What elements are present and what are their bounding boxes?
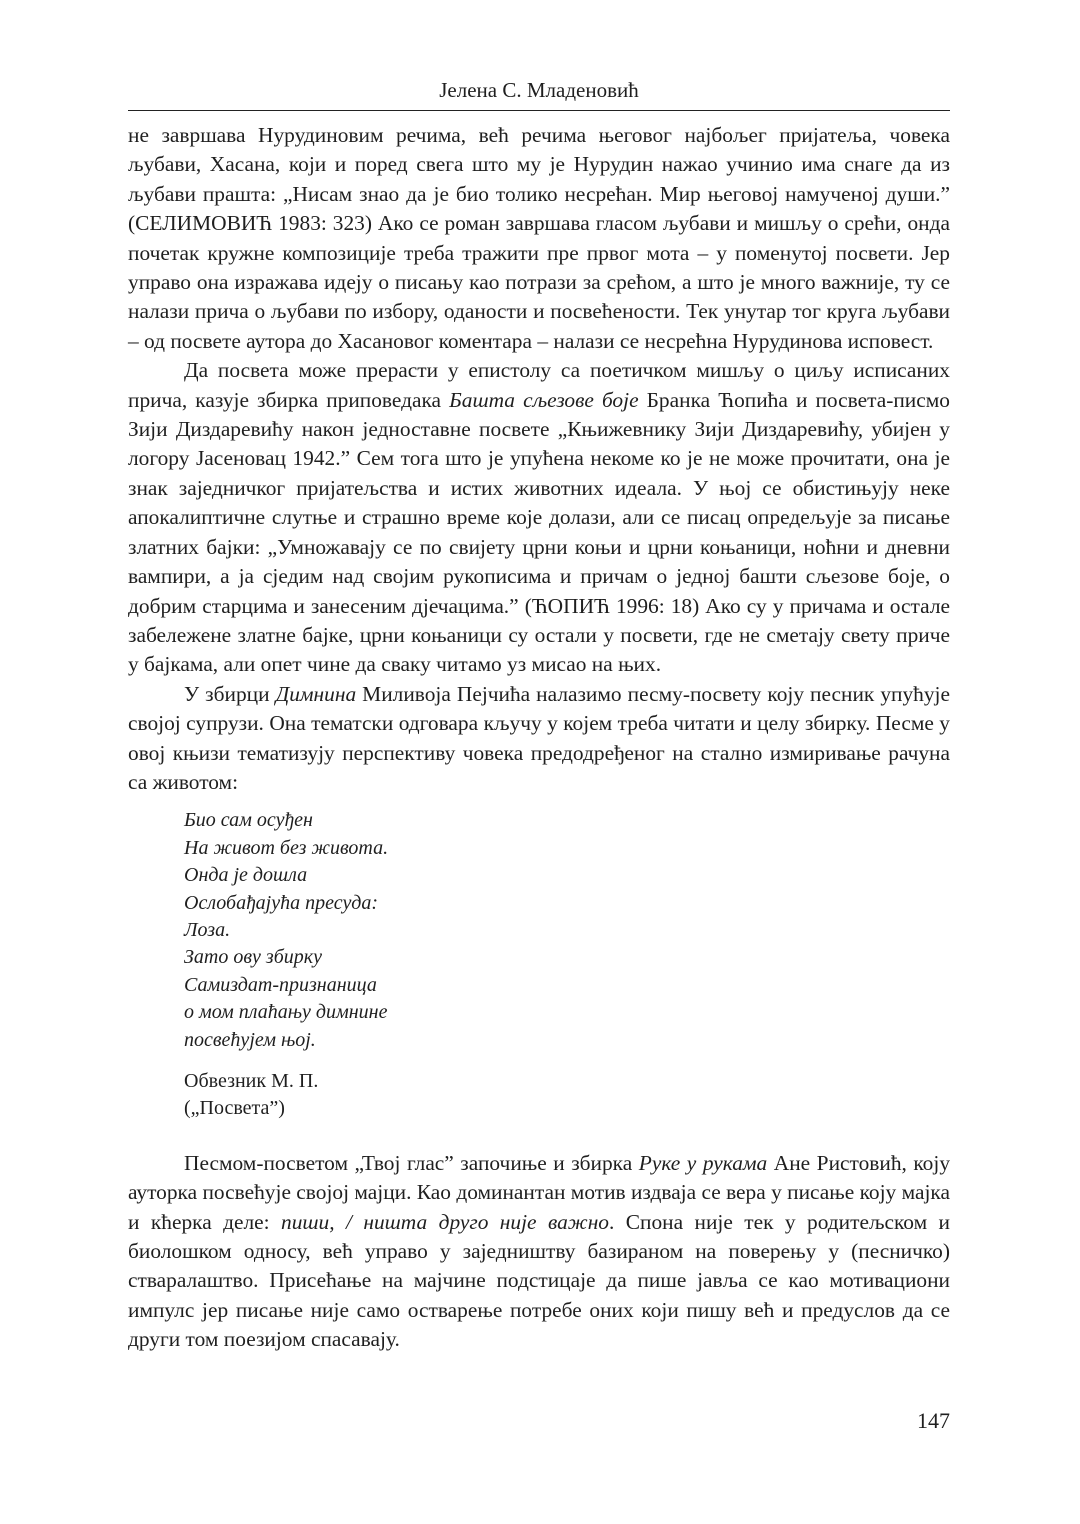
poem-line: посвећујем њој. [184,1028,316,1051]
poem-attribution [184,1068,950,1123]
text-segment: Песмом-посветом „Твој глас” започиње и збирка [184,1150,639,1175]
text-segment: Миливоја Пејчића налазимо песму-посвету коју песник упућује својој супрузи. Она тематски одговара кључу у којем треба читати и целу збирку. Песме у овој књизи тематизују перспективу човека предодређеног на стално измиривање рачуна са животом: [128,681,950,794]
italic-title: Димнина [275,681,357,706]
italic-title: пиши, / ништа друго није важно [281,1209,609,1234]
poem-line: Зато ову збирку [184,946,322,969]
text-segment: Да посвета може прерасти у епистолу са поетичком мишљу о циљу исписаних прича, казује збирка приповедака [128,358,950,412]
poem-line: Ослобађајућа пресуда: [184,891,379,914]
poem-line: На живот без живота. [184,836,389,859]
body-text [128,121,950,1355]
text-segment: У збирци [184,681,276,706]
text-segment: не завршава Нурудиновим речима, већ речима његовог најбољег пријатеља, човека љубави, Хасана, који и поред свега што му је Нурудин нажао учинио има снаге да из љубави прашта: „Нисам знао да је био толико несрећан. Мир његовој намученој души.” (СЕЛИМОВИЋ 1983: 323) Ако се роман завршава гласом љубави и мишљу о срећи, онда почетак кружне композиције треба тражити пре првог мота – у поменутој посвети. Јер управо она изражава идеју о писању као потрази за срећом, а што је много важније, ту се налази прича о љубави по избору, оданости и посвећености. Тек унутар тог круга љубави – од посвете аутора до Хасановог коментара – налази се несрећна Нурудинова исповест. [128,123,950,353]
poem-line: о мом плаћању димнине [184,1001,388,1024]
italic-title: Руке у рукама [638,1150,768,1175]
italic-title: Башта сљезове боје [449,387,639,412]
text-segment: Ане Ристовић, коју ауторка посвећује својој мајци. Као доминантан мотив издваја се вера у писање коју мајка и кћерка деле: [128,1150,951,1234]
header-rule [128,110,950,111]
running-head: Јелена С. Младеновић [439,78,639,102]
poem-line: Лоза. [184,918,231,941]
poem-line: Био сам осуђен [184,809,313,832]
poem-quote [184,807,950,1054]
poem-line: Самиздат-признаница [184,973,377,996]
page-number: 147 [917,1408,950,1433]
paragraph-1 [128,121,950,356]
paragraph-2 [128,356,950,679]
spacer [128,1123,950,1149]
poem-source: („Посвета”) [184,1097,285,1120]
text-segment: Бранка Ћопића и посвета-писмо Зији Диздаревићу након једноставне посвете „Књижевнику Зији Диздаревићу, убијен у логору Јасеновац 1942.” Сем тога што је упућена некоме ко је не може прочитати, она је знак заједничког пријатељства и истих животних идеала. У њој се обистињују неке апокалиптичне слутње и страшно време које долази, али се писац опредељује за писање златних бајки: „Умножавају се по свијету црни коњи и црни коњаници, ноћни и дневни вампири, а ја сједим над својим рукописима и причам о једној башти сљезове боје, о добрим старцима и занесеним дјечацима.” (ЋОПИЋ 1996: 18) Ако су у причама и остале забележене златне бајке, црни коњаници су остали у посвети, где не сметају свету приче у бајкама, али опет чине да сваку читамо уз мисао на њих. [128,387,950,677]
text-segment: . Спона није тек у родитељском и биолошком односу, већ управо у заједништву базираном на поверењу у (песничко) стваралаштво. Присећање на мајчине подстицаје да пише јавља се као мотивациони импулс јер писање није само остварење потребе оних који пишу већ и предуслов да се други том поезијом спасавају. [128,1209,950,1352]
poem-line: Онда је дошла [184,864,308,887]
paragraph-3 [128,680,950,798]
paragraph-4 [128,1149,950,1355]
poem-signature: Обвезник М. П. [184,1070,319,1092]
